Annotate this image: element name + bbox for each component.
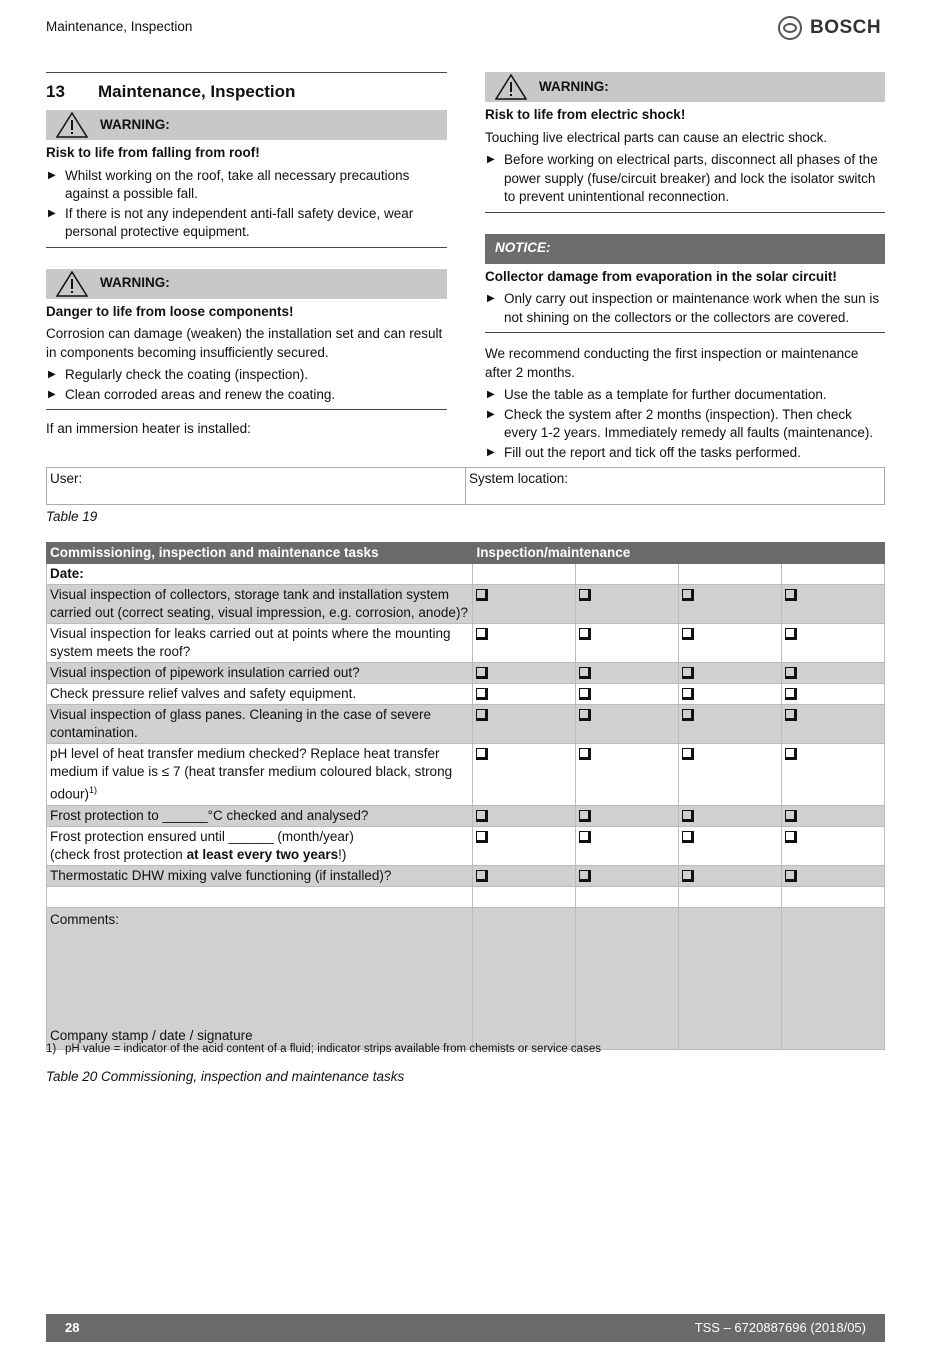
table-row xyxy=(47,705,885,744)
info-table xyxy=(46,467,885,505)
immersion-text: If an immersion heater is installed: xyxy=(46,421,251,436)
footnote-mark: 1) xyxy=(46,1043,57,1055)
task-subtext-bold: at least every two years xyxy=(186,846,339,862)
checkbox-icon xyxy=(682,748,692,758)
notice-bar: NOTICE: xyxy=(485,234,885,264)
checkbox-icon xyxy=(476,810,486,820)
warning-label: WARNING: xyxy=(539,78,609,94)
warning-bar-fall xyxy=(46,110,447,140)
checkbox-icon xyxy=(682,870,692,880)
table-row xyxy=(47,663,885,684)
system-location-field: System location: xyxy=(465,468,884,504)
checkbox-icon xyxy=(682,831,692,841)
date-label: Date: xyxy=(47,564,473,585)
date-cell xyxy=(782,564,885,585)
section-title: Maintenance, Inspection xyxy=(98,82,296,101)
checkbox-icon xyxy=(579,667,589,677)
task-cell xyxy=(47,744,473,806)
checkbox-icon xyxy=(476,748,486,758)
table-row xyxy=(47,865,885,886)
warning-bar-shock xyxy=(485,72,885,102)
task-subtext xyxy=(50,846,469,864)
warning-triangle-icon xyxy=(56,112,88,138)
checkbox-icon xyxy=(476,870,486,880)
bullet-item: ▶ Check the system after 2 months (inspection). Then check every 1-2 years. Immediately remedy all faults (maintenance). xyxy=(485,406,885,443)
warning-label: WARNING: xyxy=(100,275,170,291)
task-text: Frost protection ensured until ______ (month/year) xyxy=(50,828,354,844)
warning-text: Corrosion can damage (weaken) the installation set and can result in components becoming insufficiently secured. xyxy=(46,326,443,360)
checkbox-icon xyxy=(785,628,795,638)
warning-triangle-icon xyxy=(495,74,527,100)
notice-heading: Collector damage from evaporation in the solar circuit! xyxy=(485,268,837,284)
date-cell xyxy=(576,564,679,585)
task-text: Visual inspection of glass panes. Cleaning in the case of severe contamination. xyxy=(47,705,473,744)
checkbox-icon xyxy=(785,870,795,880)
table-row xyxy=(47,826,885,865)
checkbox-icon xyxy=(579,589,589,599)
bullet-item: ▶ Before working on electrical parts, disconnect all phases of the power supply (fuse/circuit breaker) and lock the isolator switch to prevent unintentional reconnection. xyxy=(485,151,885,207)
checkbox-icon xyxy=(476,688,486,698)
table-19-caption: Table 19 xyxy=(46,509,98,524)
checkbox-icon xyxy=(579,688,589,698)
checkbox-icon xyxy=(785,831,795,841)
table-header-row xyxy=(47,543,885,564)
warning-block-fall xyxy=(46,144,447,248)
warning-text: Touching live electrical parts can cause an electric shock. xyxy=(485,129,828,145)
bosch-logo-icon xyxy=(778,16,802,40)
procedure-list xyxy=(485,386,885,462)
warning-bar-components xyxy=(46,269,447,299)
inspection-header: Inspection/maintenance xyxy=(473,543,885,564)
table-row xyxy=(47,805,885,826)
checkbox-icon xyxy=(682,589,692,599)
warning-heading: Danger to life from loose components! xyxy=(46,303,294,319)
footer-bar xyxy=(46,1314,885,1342)
bullet-item: ▶ Use the table as a template for further documentation. xyxy=(485,386,885,405)
comments-label: Comments: xyxy=(50,911,120,927)
checkbox-icon xyxy=(785,709,795,719)
section-heading xyxy=(46,72,447,110)
recommend-text: We recommend conducting the first inspection or maintenance after 2 months. xyxy=(485,346,859,380)
task-subtext-suffix: !) xyxy=(338,846,347,862)
date-cell xyxy=(473,564,576,585)
table-row xyxy=(47,624,885,663)
warning-triangle-icon xyxy=(56,271,88,297)
comments-cell xyxy=(47,907,473,1049)
task-text: Visual inspection of pipework insulation carried out? xyxy=(47,663,473,684)
checkbox-icon xyxy=(785,810,795,820)
page-number: 28 xyxy=(65,1319,80,1335)
checkbox-icon xyxy=(476,709,486,719)
task-text: Thermostatic DHW mixing valve functioning (if installed)? xyxy=(47,865,473,886)
checkbox-icon xyxy=(579,870,589,880)
checkbox-icon xyxy=(579,831,589,841)
checkbox-icon xyxy=(682,628,692,638)
footnote-text: pH value = indicator of the acid content of a fluid; indicator strips available from chemists or service cases xyxy=(65,1043,601,1055)
document-id: TSS – 6720887696 (2018/05) xyxy=(694,1319,866,1335)
user-field: User: xyxy=(50,471,83,486)
checkbox-icon xyxy=(682,709,692,719)
table-row xyxy=(47,585,885,624)
checkbox-icon xyxy=(785,667,795,677)
task-text: Check pressure relief valves and safety equipment. xyxy=(47,684,473,705)
bullet-item: ▶ Regularly check the coating (inspection). xyxy=(46,366,447,385)
bullet-item: ▶ Whilst working on the roof, take all necessary precautions against a possible fall. xyxy=(46,167,447,204)
task-text: Frost protection to ______°C checked and analysed? xyxy=(47,805,473,826)
warning-heading: Risk to life from falling from roof! xyxy=(46,145,260,160)
checkbox-icon xyxy=(476,628,486,638)
checkbox-icon xyxy=(785,589,795,599)
footnote-ref: 1) xyxy=(89,785,98,795)
checkbox-icon xyxy=(579,810,589,820)
left-column xyxy=(46,72,447,439)
empty-row xyxy=(47,886,885,907)
task-cell xyxy=(47,826,473,865)
bullet-item: ▶ If there is not any independent anti-fall safety device, wear personal protective equipment. xyxy=(46,205,447,242)
table-row xyxy=(47,684,885,705)
checkbox-icon xyxy=(476,667,486,677)
task-text: Visual inspection of collectors, storage tank and installation system carried out (correct seating, visual impression, e.g. corrosion, anode)? xyxy=(47,585,473,624)
table-row xyxy=(47,744,885,806)
bullet-item: ▶ Only carry out inspection or maintenance work when the sun is not shining on the collectors or the collectors are covered. xyxy=(485,290,885,327)
bullet-item: ▶ Fill out the report and tick off the tasks performed. xyxy=(485,444,885,463)
checkbox-icon xyxy=(579,709,589,719)
right-column xyxy=(485,72,885,463)
tasks-header: Commissioning, inspection and maintenance tasks xyxy=(47,543,473,564)
notice-block xyxy=(485,268,885,334)
section-number: 13 xyxy=(46,82,65,101)
warning-block-components xyxy=(46,303,447,411)
checkbox-icon xyxy=(785,688,795,698)
comments-row xyxy=(47,907,885,1049)
warning-label: WARNING: xyxy=(100,116,170,132)
checkbox-icon xyxy=(682,688,692,698)
date-row xyxy=(47,564,885,585)
bullet-item: ▶ Clean corroded areas and renew the coating. xyxy=(46,386,447,405)
date-cell xyxy=(679,564,782,585)
checkbox-icon xyxy=(682,810,692,820)
checkbox-icon xyxy=(579,748,589,758)
brand xyxy=(778,16,881,40)
warning-block-shock xyxy=(485,106,885,213)
task-text: pH level of heat transfer medium checked? Replace heat transfer medium if value is ≤ 7 (heat transfer medium coloured black, strong odour) xyxy=(50,746,453,802)
page-header-title: Maintenance, Inspection xyxy=(46,19,193,34)
warning-heading: Risk to life from electric shock! xyxy=(485,107,686,122)
footnote xyxy=(46,1040,601,1059)
table-20-caption: Table 20 Commissioning, inspection and maintenance tasks xyxy=(46,1069,405,1084)
task-text: Visual inspection for leaks carried out at points where the mounting system meets the roof? xyxy=(47,624,473,663)
task-subtext-prefix: (check frost protection xyxy=(50,846,187,862)
brand-name: BOSCH xyxy=(810,16,882,38)
checkbox-icon xyxy=(476,589,486,599)
checkbox-icon xyxy=(476,831,486,841)
checkbox-icon xyxy=(579,628,589,638)
stamp-label: Company stamp / date / signature xyxy=(50,1027,253,1043)
checkbox-icon xyxy=(785,748,795,758)
checkbox-icon xyxy=(682,667,692,677)
tasks-table xyxy=(46,542,885,1050)
